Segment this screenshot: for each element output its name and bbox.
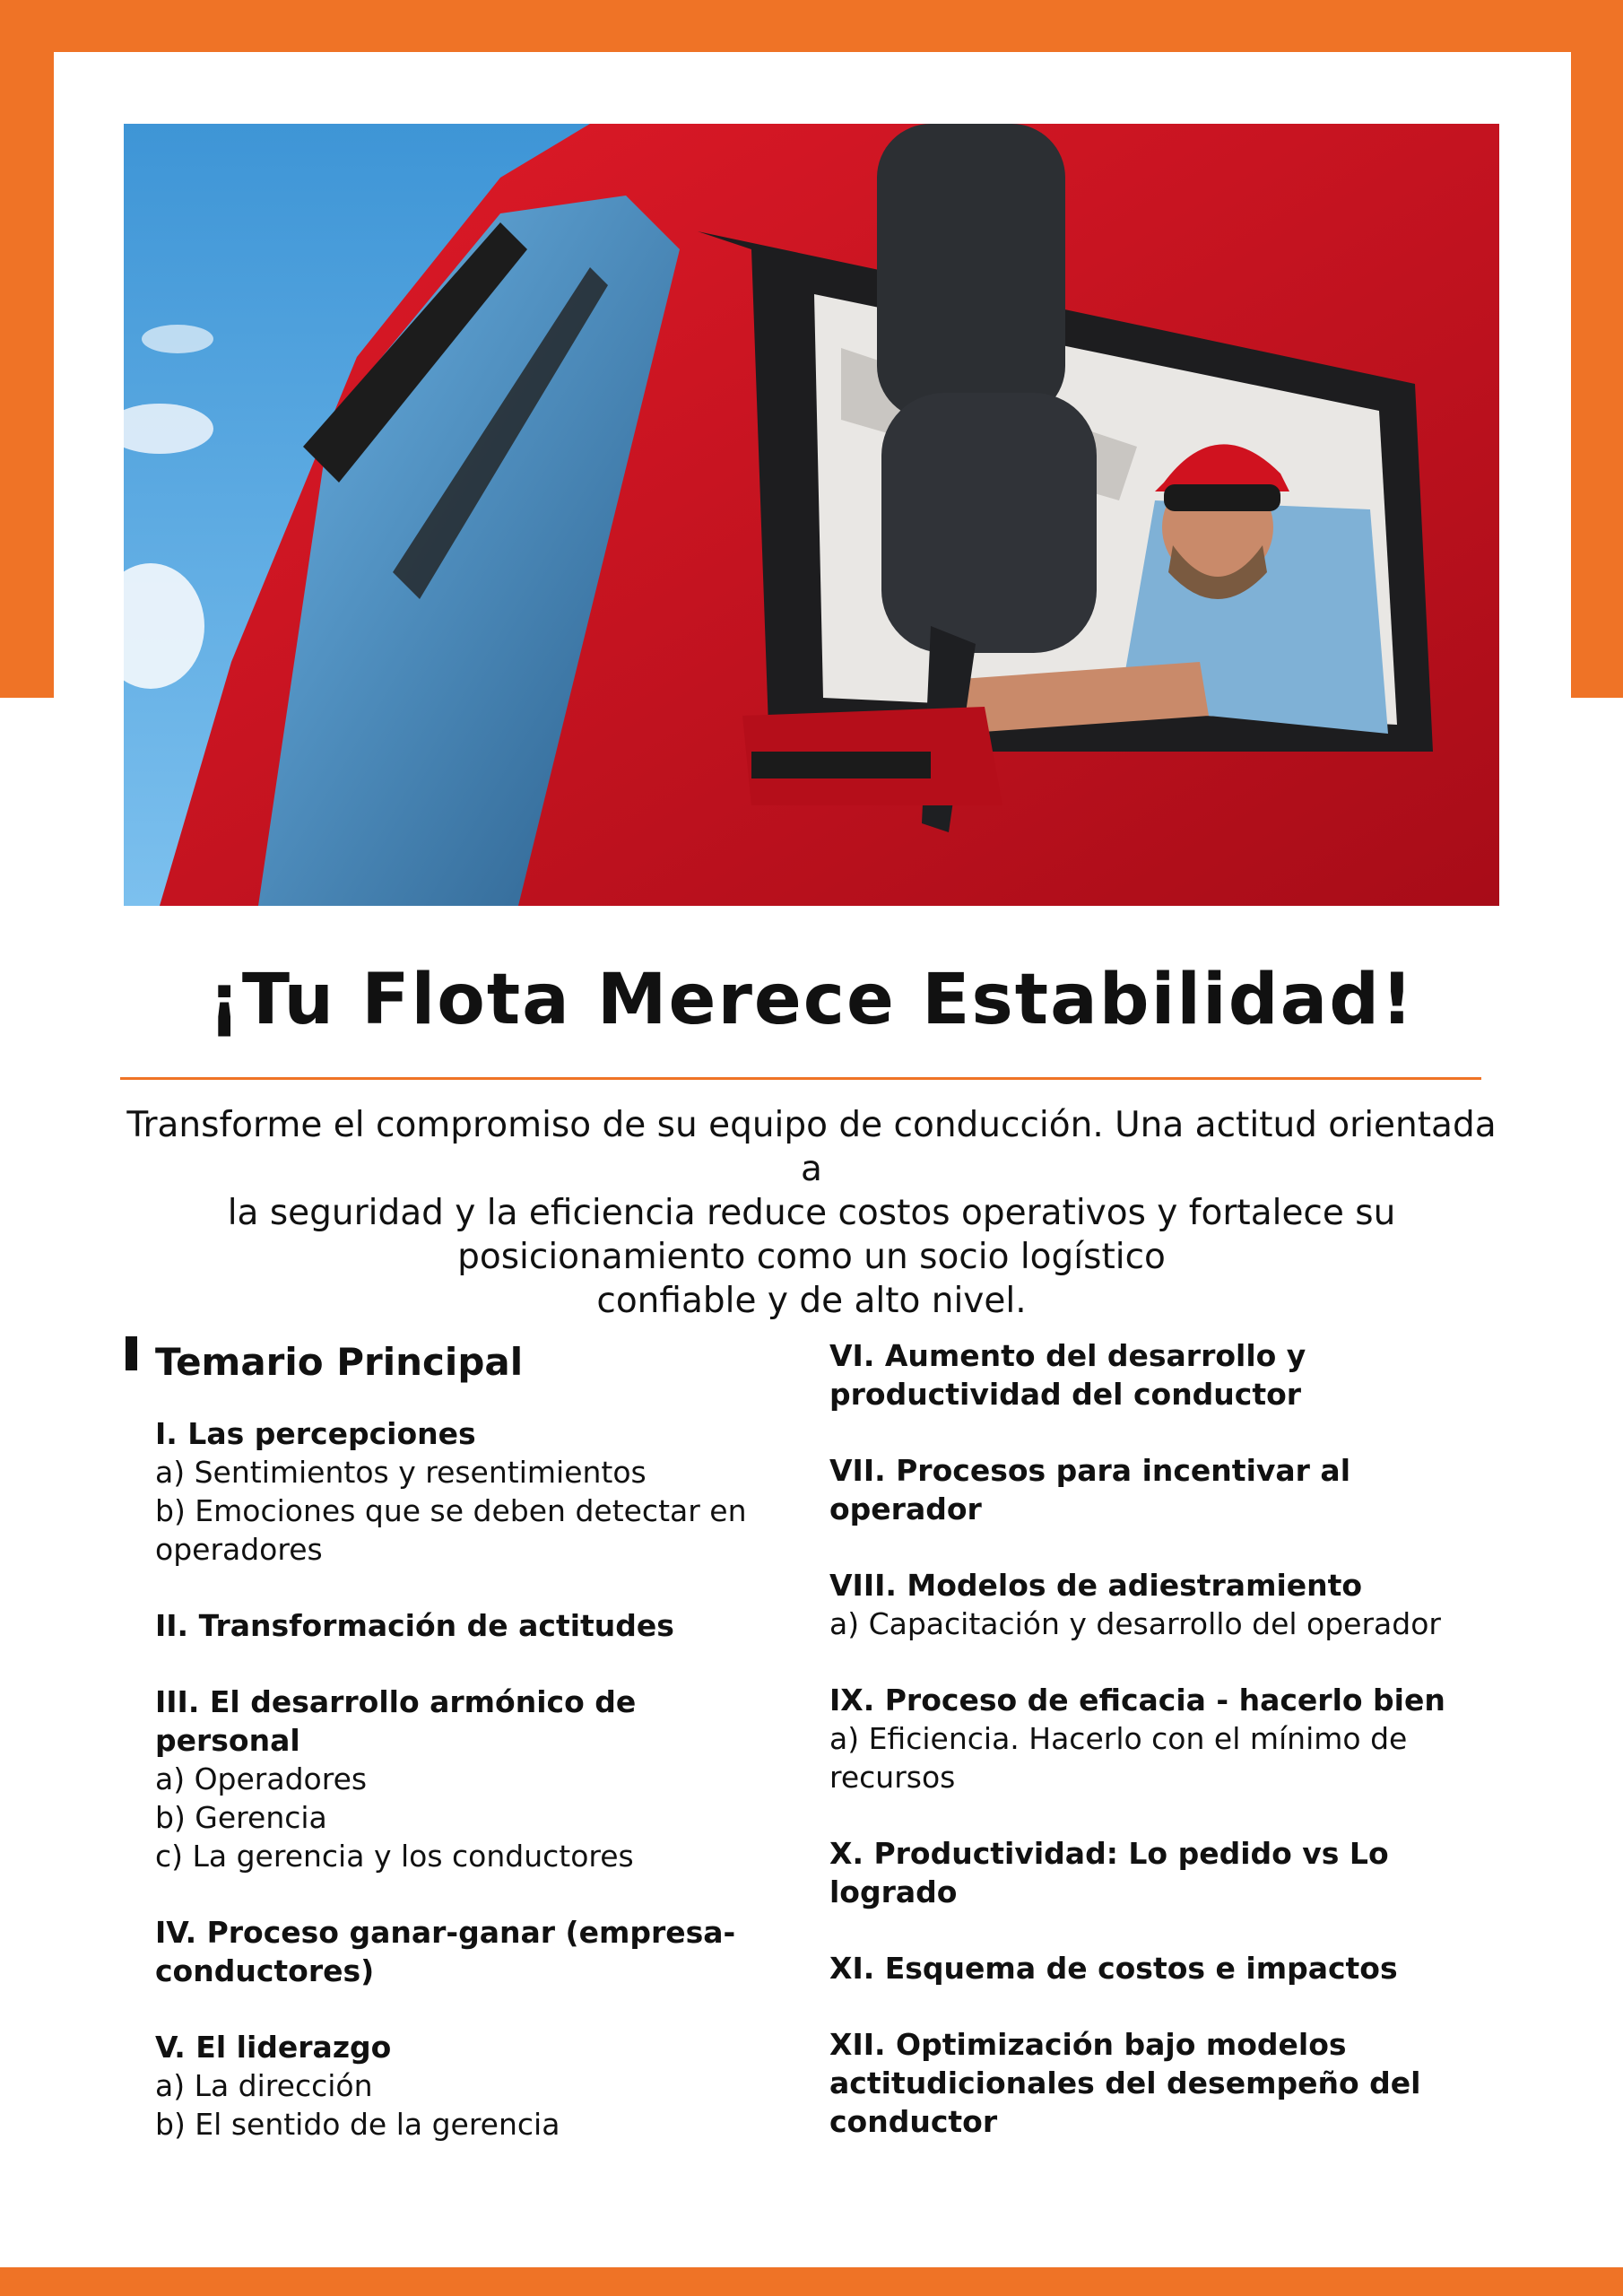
section-title: XI. Esquema de costos e impactos [829,1951,1398,1986]
orange-frame-bottom [0,2267,1623,2296]
section-title: VI. Aumento del desarrollo y productividad del conductor [829,1338,1306,1412]
hero-image-truck-driver [124,124,1499,906]
temario-section [829,2025,1502,2141]
temario-section [155,1683,774,1875]
temario-section [829,1336,1502,1413]
temario-section [155,1606,774,1645]
temario-section [829,1834,1502,1911]
temario-section [155,1913,774,1990]
section-title: X. Productividad: Lo pedido vs Lo logrado [829,1836,1389,1909]
orange-frame-right [1571,0,1623,698]
temario-section [155,1414,774,1569]
orange-frame-left [0,0,54,698]
temario-section [829,1681,1502,1796]
temario-left-column [155,1341,774,2181]
section-item: a) La dirección [155,2068,373,2103]
temario-section [155,2028,774,2144]
section-item: b) Emociones que se deben detectar en operadores [155,1493,747,1567]
section-title: VIII. Modelos de adiestramiento [829,1568,1363,1603]
section-title: IV. Proceso ganar-ganar (empresa-conductores) [155,1915,736,1988]
section-item: b) Gerencia [155,1800,327,1835]
section-item: a) Operadores [155,1761,368,1796]
orange-frame-top [0,0,1623,52]
section-item: a) Eficiencia. Hacerlo con el mínimo de recursos [829,1721,1408,1795]
section-item: a) Sentimientos y resentimientos [155,1455,647,1490]
section-title: IX. Proceso de eficacia - hacerlo bien [829,1683,1445,1718]
temario-heading: Temario Principal [155,1340,524,1384]
intro-line: confiable y de alto nivel. [596,1281,1027,1321]
section-item: b) El sentido de la gerencia [155,2107,560,2142]
section-title: I. Las percepciones [155,1416,476,1451]
temario-section [829,1451,1502,1528]
section-title: VII. Procesos para incentivar al operador [829,1453,1351,1526]
temario-right-column [829,1336,1502,2179]
intro-line: posicionamiento como un socio logístico [457,1237,1166,1277]
intro-line: Transforme el compromiso de su equipo de conducción. Una actitud orientada a [126,1105,1497,1189]
intro-line: la seguridad y la eficiencia reduce costos operativos y fortalece su [227,1193,1396,1233]
section-item: c) La gerencia y los conductores [155,1839,634,1874]
page-title: ¡Tu Flota Merece Estabilidad! [208,960,1415,1040]
intro-paragraph [126,1103,1497,1323]
title-divider [120,1077,1481,1080]
section-marker [126,1336,137,1370]
temario-section [829,1566,1502,1643]
section-title: V. El liderazgo [155,2030,392,2065]
temario-section [829,1949,1502,1987]
section-title: III. El desarrollo armónico de personal [155,1684,637,1758]
section-title: XII. Optimización bajo modelos actitudicionales del desempeño del conductor [829,2027,1421,2139]
section-item: a) Capacitación y desarrollo del operador [829,1606,1441,1641]
section-title: II. Transformación de actitudes [155,1608,674,1643]
